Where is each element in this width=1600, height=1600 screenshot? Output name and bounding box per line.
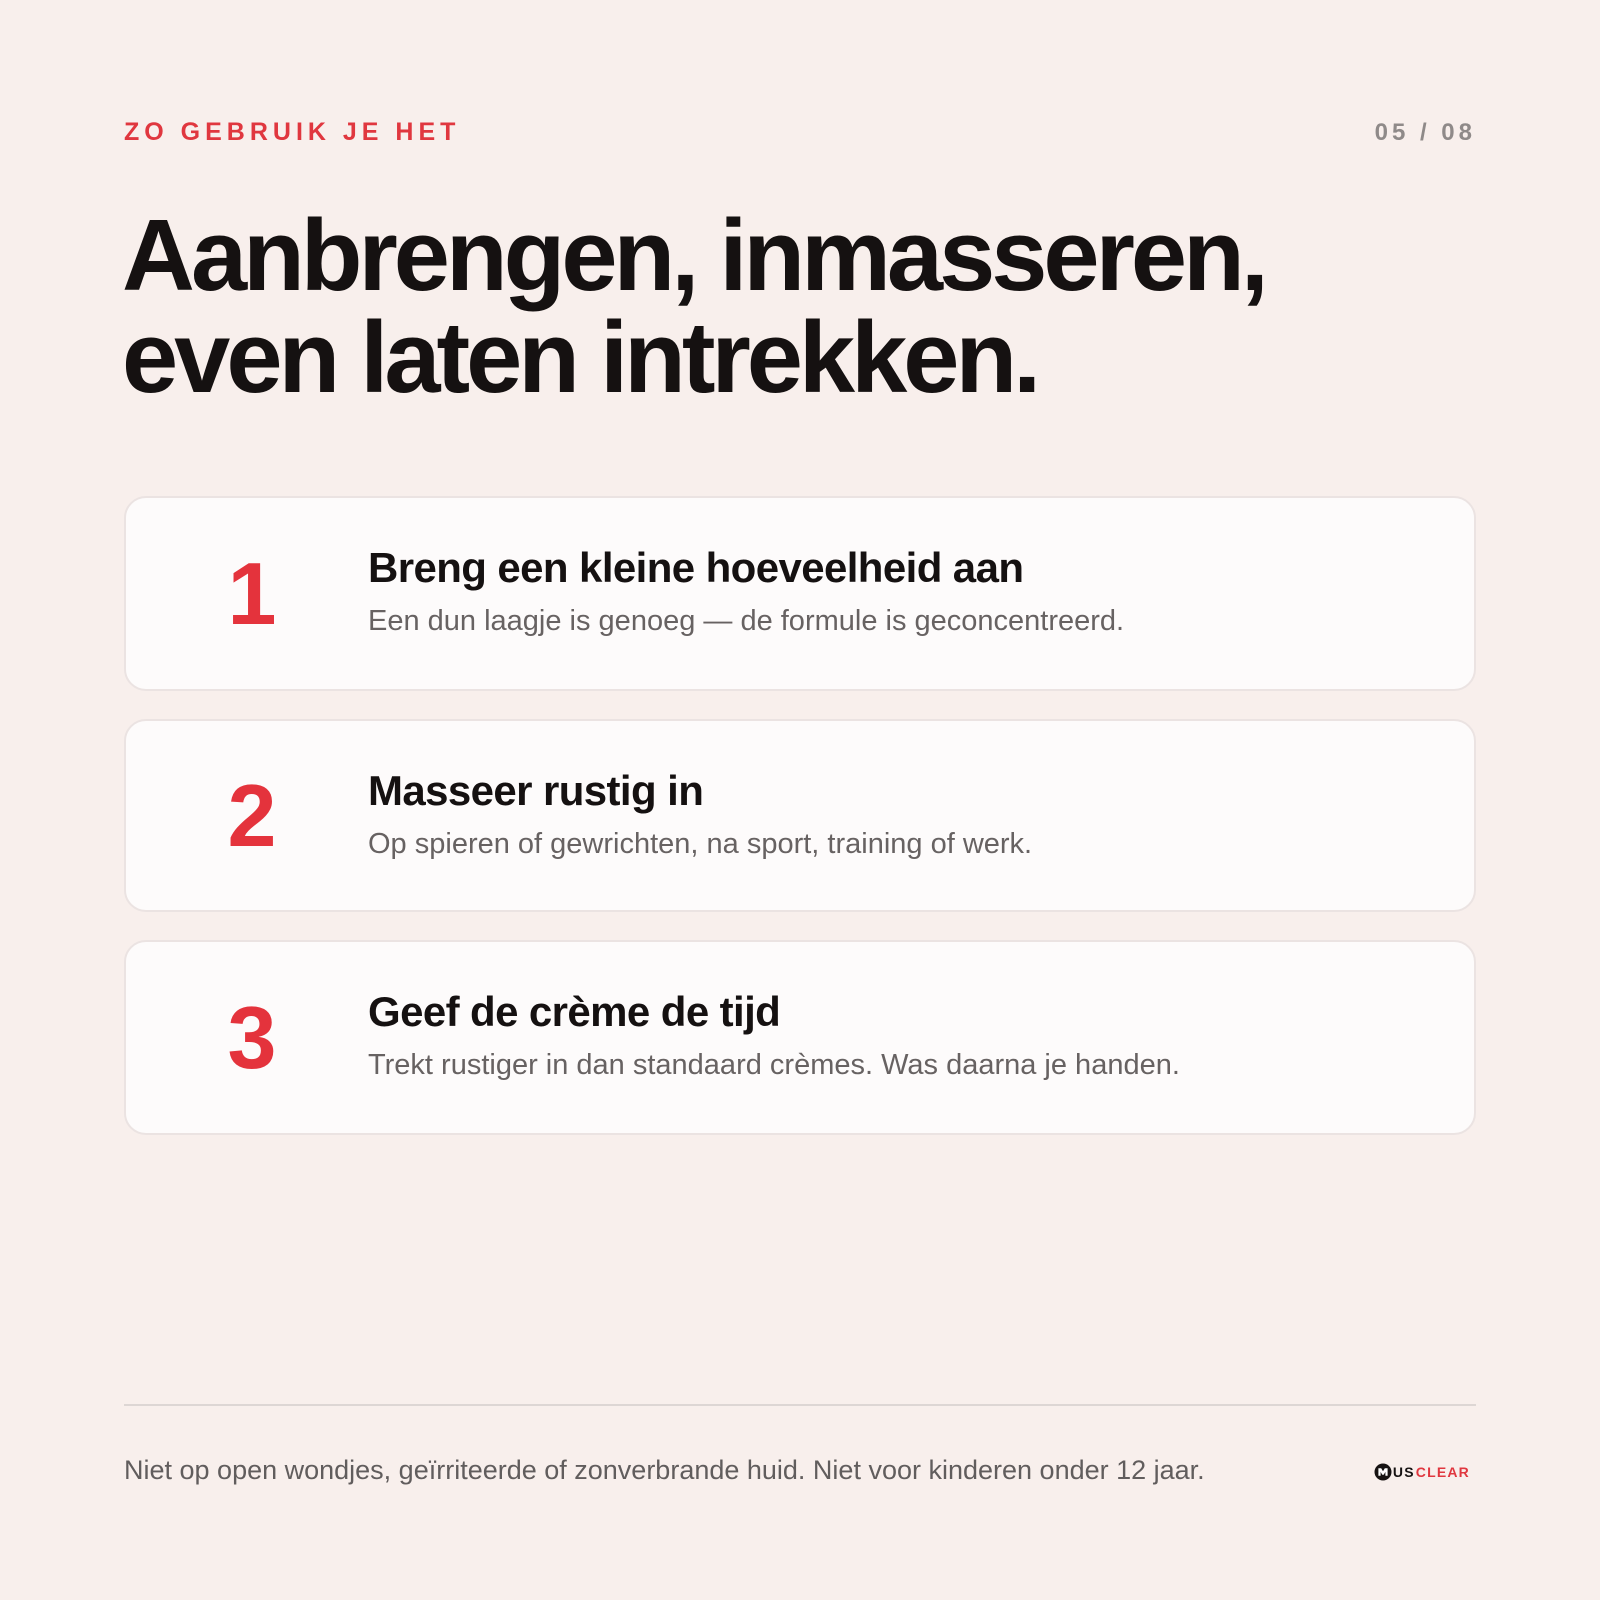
m-logo-icon bbox=[1374, 1463, 1392, 1481]
brand-logo bbox=[1374, 1463, 1470, 1481]
step-body bbox=[368, 546, 1434, 639]
brand-text-us: US bbox=[1392, 1464, 1415, 1480]
brand-text-clear: CLEAR bbox=[1415, 1464, 1470, 1480]
step-title: Masseer rustig in bbox=[368, 767, 704, 814]
page-indicator: 05 / 08 bbox=[1374, 119, 1476, 146]
step-card bbox=[124, 940, 1476, 1135]
step-number: 1 bbox=[227, 543, 277, 643]
step-description: Op spieren of gewrichten, na sport, training of werk. bbox=[368, 828, 1033, 861]
step-number: 2 bbox=[227, 765, 277, 865]
step-title: Geef de crème de tijd bbox=[368, 988, 781, 1035]
page-headline bbox=[122, 200, 1482, 414]
step-number: 3 bbox=[227, 987, 277, 1087]
step-body bbox=[368, 769, 1434, 862]
step-description: Trekt rustiger in dan standaard crèmes. Was daarna je handen. bbox=[368, 1049, 1180, 1082]
footer-divider bbox=[124, 1404, 1476, 1406]
step-title: Breng een kleine hoeveelheid aan bbox=[368, 544, 1024, 591]
step-description: Een dun laagje is genoeg — de formule is geconcentreerd. bbox=[368, 605, 1125, 638]
headline-line-1: Aanbrengen, inmasseren, bbox=[122, 200, 1265, 312]
headline-line-2: even laten intrekken. bbox=[122, 302, 1038, 414]
usage-steps-list bbox=[124, 496, 1476, 1163]
step-card bbox=[124, 496, 1476, 691]
step-card bbox=[124, 719, 1476, 912]
step-body bbox=[368, 990, 1434, 1083]
safety-disclaimer: Niet op open wondjes, geïrriteerde of zonverbrande huid. Niet voor kinderen onder 12 jaar. bbox=[124, 1455, 1205, 1485]
section-eyebrow: ZO GEBRUIK JE HET bbox=[124, 118, 461, 146]
